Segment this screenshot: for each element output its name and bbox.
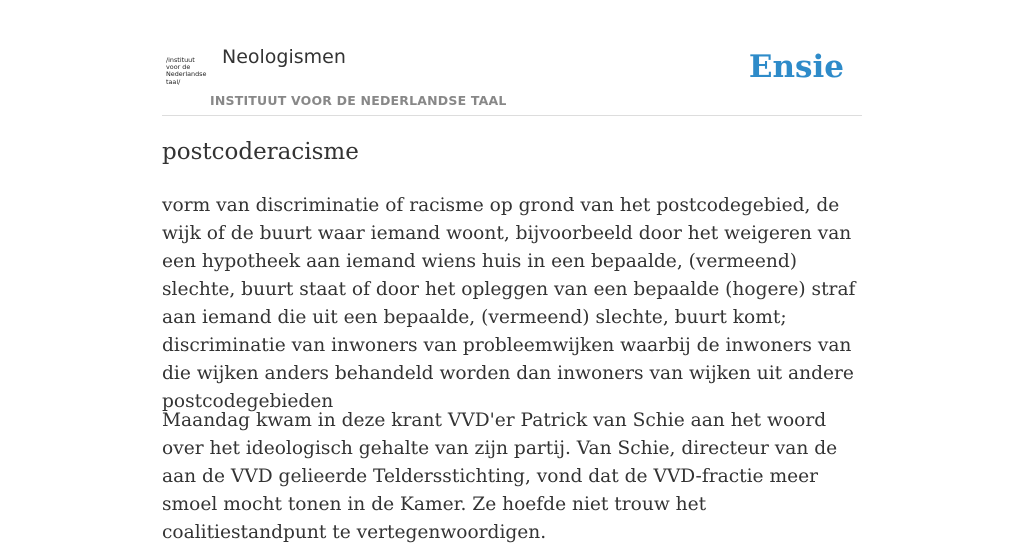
entry-definition: vorm van discriminatie of racisme op grond van het postcodegebied, de wijk of de buurt waar iemand woont, bijvoorbeeld door het weigeren van een hypotheek aan iemand wiens huis in een bepaalde, (vermeend) slechte, buurt staat of door het opleggen van een bepaalde (hogere) straf aan iemand die uit een bepaalde, (vermeend) slechte, buurt komt; discriminatie van inwoners van probleemwijken waarbij de inwoners van die wijken anders behandeld worden dan inwoners van wijken uit andere postcodegebieden	[162, 195, 856, 412]
header-divider	[162, 115, 862, 116]
ensie-brand-link[interactable]: Ensie	[748, 49, 844, 85]
dictionary-title-link[interactable]: Neologismen	[222, 46, 346, 68]
entry-example: Maandag kwam in deze krant VVD'er Patrick van Schie aan het woord over het ideologisch gehalte van zijn partij. Van Schie, directeur van de aan de VVD gelieerde Teldersstichting, vond dat de VVD-fractie meer smoel mocht tonen in de Kamer. Ze hoefde niet trouw het coalitiestandpunt te vertegenwoordigen.	[162, 410, 838, 543]
ivdnt-logo[interactable]: /instituut voor de Nederlandse taal/	[166, 56, 207, 86]
dictionary-source: INSTITUUT VOOR DE NEDERLANDSE TAAL	[210, 93, 507, 108]
page-container	[162, 0, 862, 543]
entry-word: postcoderacisme	[162, 139, 359, 165]
